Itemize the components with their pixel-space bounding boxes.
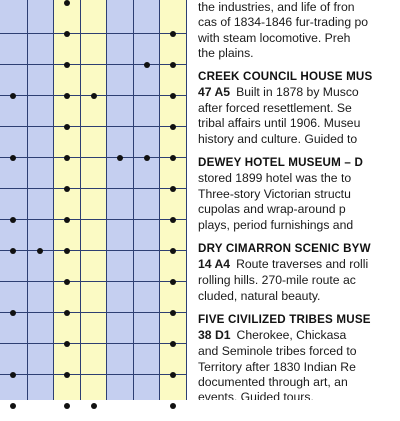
map-reference: 14 A4 — [198, 257, 231, 271]
entry-line: and Seminole tribes forced to — [198, 344, 357, 358]
entry-line: after forced resettlement. Se — [198, 101, 352, 115]
bullet-dot — [64, 248, 70, 254]
intro-line: cas of 1834-1846 fur-trading po — [198, 15, 369, 29]
grid-column — [133, 0, 160, 400]
bullet-dot — [144, 155, 150, 161]
bullet-dot — [170, 403, 176, 409]
map-reference: 47 A5 — [198, 85, 231, 99]
intro-line: the industries, and life of fron — [198, 0, 355, 14]
entry-line: cluded, natural beauty. — [198, 289, 321, 303]
entry-line: 14 A4 Route traverses and rolli — [198, 257, 369, 271]
entry-heading: DEWEY HOTEL MUSEUM – D — [198, 156, 364, 169]
bullet-dot — [64, 341, 70, 347]
intro-line: the plains. — [198, 46, 254, 60]
entry-line: Territory after 1830 Indian Re — [198, 360, 356, 374]
grid-column — [80, 0, 107, 400]
entry-line: tribal affairs until 1906. Museu — [198, 116, 361, 130]
bullet-dot — [64, 310, 70, 316]
bullet-dot — [10, 93, 16, 99]
entry-heading: FIVE CIVILIZED TRIBES MUSE — [198, 313, 371, 326]
bullet-dot — [64, 372, 70, 378]
bullet-dot — [91, 93, 97, 99]
bullet-dot — [64, 155, 70, 161]
bullet-dot — [10, 217, 16, 223]
bullet-dot — [64, 31, 70, 37]
bullet-dot — [170, 217, 176, 223]
map-reference: 38 D1 — [198, 328, 231, 342]
bullet-dot — [64, 124, 70, 130]
bullet-dot — [170, 124, 176, 130]
bullet-dot — [91, 403, 97, 409]
entry-line: rolling hills. 270-mile route ac — [198, 273, 356, 287]
bullet-dot — [37, 248, 43, 254]
bullet-dot — [170, 31, 176, 37]
entry-line: 38 D1 Cherokee, Chickasa — [198, 328, 347, 342]
bullet-dot — [170, 341, 176, 347]
bullet-dot — [10, 310, 16, 316]
entry-line: Three-story Victorian structu — [198, 187, 351, 201]
bullet-dot — [170, 186, 176, 192]
grid-column — [0, 0, 27, 400]
intro-line: with steam locomotive. Preh — [198, 31, 351, 45]
entry-line: cupolas and wrap-around p — [198, 202, 346, 216]
bullet-dot — [64, 93, 70, 99]
grid-column — [53, 0, 80, 400]
entry-line: documented through art, an — [198, 375, 348, 389]
entry-line: plays, period furnishings and — [198, 218, 354, 232]
grid-column — [106, 0, 133, 400]
bullet-dot — [144, 62, 150, 68]
bullet-dot — [170, 155, 176, 161]
bullet-dot — [64, 186, 70, 192]
entry-line: 47 A5 Built in 1878 by Musco — [198, 85, 359, 99]
bullet-dot — [10, 155, 16, 161]
bullet-dot — [170, 248, 176, 254]
bullet-dot — [170, 310, 176, 316]
bullet-dot — [10, 248, 16, 254]
grid-column — [159, 0, 186, 400]
entry-line: history and culture. Guided to — [198, 132, 358, 146]
grid-column — [27, 0, 54, 400]
bullet-dot — [64, 0, 70, 6]
dot-grid-table — [0, 0, 187, 400]
bullet-dot — [64, 403, 70, 409]
bullet-dot — [64, 62, 70, 68]
bullet-dot — [170, 93, 176, 99]
bullet-dot — [170, 62, 176, 68]
bullet-dot — [64, 217, 70, 223]
entry-heading: CREEK COUNCIL HOUSE MUS — [198, 70, 373, 83]
bullet-dot — [117, 155, 123, 161]
bullet-dot — [10, 372, 16, 378]
bullet-dot — [170, 372, 176, 378]
attractions-text-column — [198, 0, 400, 400]
bullet-dot — [10, 403, 16, 409]
entry-line: events. Guided tours. — [198, 390, 314, 400]
bullet-dot — [170, 279, 176, 285]
bullet-dot — [64, 279, 70, 285]
entry-line: stored 1899 hotel was the to — [198, 171, 352, 185]
entry-heading: DRY CIMARRON SCENIC BYW — [198, 242, 371, 255]
